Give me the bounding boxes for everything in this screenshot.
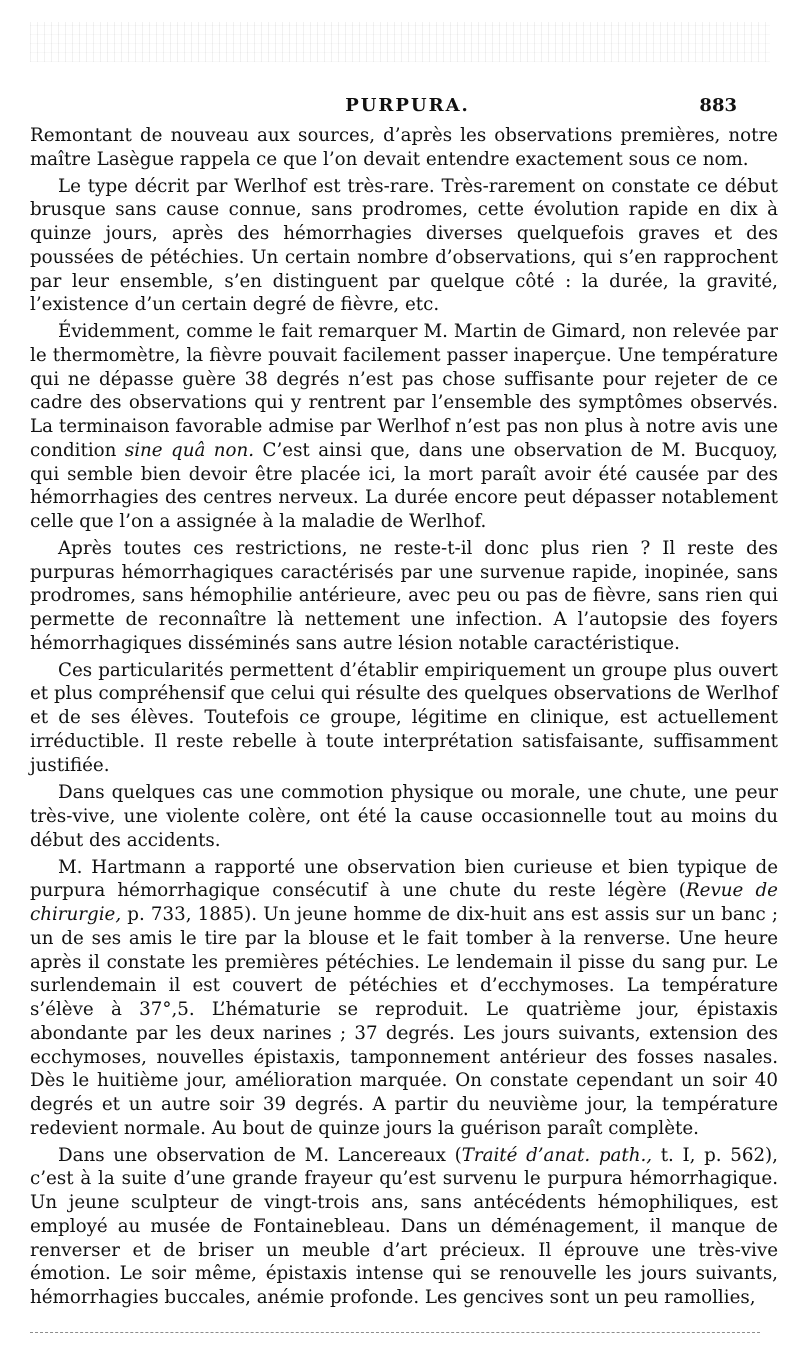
paragraph-3-text-b: C’est ainsi que, dans une observation de M. Bucquoy, qui semble bien devoir être placée ici, la mort paraît avoir été causée par des hémorrhagies des centres nerveux. La durée encore peut dépasser notablement celle que l’on a assignée à la maladie de Werlhof. — [30, 439, 778, 532]
paragraph-8 — [30, 1144, 778, 1310]
paragraph-5: Ces particularités permettent d’établir empiriquement un groupe plus ouvert et plus compréhensif que celui qui résulte des quelques observations de Werlhof et de ses élèves. Toutefois ce groupe, légitime en clinique, est actuellement irréductible. Il reste rebelle à toute interprétation satisfaisante, suffisamment justifiée. — [30, 659, 778, 776]
paragraph-1: Remontant de nouveau aux sources, d’après les observations premières, notre maître Lasègue rappela ce que l’on devait entendre exactement sous ce nom. — [30, 125, 778, 170]
footer-rule — [30, 1332, 760, 1334]
scan-noise-band — [30, 22, 770, 62]
page-number: 883 — [699, 95, 737, 116]
paragraph-7-text-b: p. 733, 1885). Un jeune homme de dix-huit ans est assis sur un banc ; un de ses amis le tire par la blouse et le fait tomber à la renverse. Une heure après il constate les premières pétéchies. Le lendemain il pisse du sang pur. Le surlendemain il est couvert de pétéchies et d’ecchymoses. La température s’élève à 37°,5. L’hématurie se reproduit. Le quatrième jour, épistaxis abondante par les deux narines ; 37 degrés. Les jours suivants, extension des ecchymoses, nouvelles épistaxis, tamponnement antérieur des fosses nasales. Dès le huitième jour, amélioration marquée. On constate cependant un soir 40 degrés et un autre soir 39 degrés. A partir du neuvième jour, la température redevient normale. Au bout de quinze jours la guérison paraît complète. — [30, 904, 778, 1139]
paragraph-3 — [30, 320, 778, 534]
page-header — [60, 95, 755, 121]
body-text — [30, 124, 778, 1313]
running-title: PURPURA. — [345, 95, 470, 116]
paragraph-4: Après toutes ces restrictions, ne reste-t-il donc plus rien ? Il reste des purpuras hémorrhagiques caractérisés par une survenue rapide, inopinée, sans prodromes, sans hémophilie antérieure, avec peu ou pas de fièvre, sans rien qui permette de reconnaître là nettement une infection. A l’autopsie des foyers hémorrhagiques disséminés sans autre lésion notable caractéristique. — [30, 537, 778, 654]
paragraph-3-text-a: Évidemment, comme le fait remarquer M. Martin de Gimard, non relevée par le thermomètre, la fièvre pouvait facilement passer inaperçue. Une température qui ne dépasse guère 38 degrés n’est pas chose suffisante pour rejeter de ce cadre des observations qui y rentrent par l’ensemble des symptômes observés. La terminaison favorable admise par Werlhof n’est pas non plus à notre avis une condition — [30, 321, 778, 461]
paragraph-8-text-a: Dans une observation de M. Lancereaux ( — [58, 1144, 462, 1166]
paragraph-3-italic: sine quâ non. — [124, 439, 255, 461]
paragraph-7 — [30, 856, 778, 1141]
paragraph-7-text-a: M. Hartmann a rapporté une observation bien curieuse et bien typique de purpura hémorrhagique consécutif à une chute du reste légère ( — [30, 856, 778, 902]
paragraph-6: Dans quelques cas une commotion physique ou morale, une chute, une peur très-vive, une violente colère, ont été la cause occasionnelle tout au moins du début des accidents. — [30, 782, 778, 851]
paragraph-8-text-b: t. I, p. 562), c’est à la suite d’une grande frayeur qu’est survenu le purpura hémorrhagique. Un jeune sculpteur de vingt-trois ans, sans antécédents hémophiliques, est employé au musée de Fontainebleau. Dans un déménagement, il manque de renverser et de briser un meuble d’art précieux. Il éprouve une très-vive émotion. Le soir même, épistaxis intense qui se renouvelle les jours suivants, hémorrhagies buccales, anémie profonde. Les gencives sont un peu ramollies, — [30, 1144, 778, 1308]
paragraph-2: Le type décrit par Werlhof est très-rare. Très-rarement on constate ce début brusque sans cause connue, sans prodromes, cette évolution rapide en dix à quinze jours, après des hémorrhagies diverses quelquefois graves et des poussées de pétéchies. Un certain nombre d’observations, qui s’en rapprochent par leur ensemble, s’en distinguent par quelque côté : la durée, la gravité, l’existence d’un certain degré de fièvre, etc. — [30, 175, 778, 316]
paragraph-8-italic: Traité d’anat. path., — [461, 1144, 653, 1166]
paragraph-7-italic: Revue de chirurgie, — [30, 880, 778, 925]
